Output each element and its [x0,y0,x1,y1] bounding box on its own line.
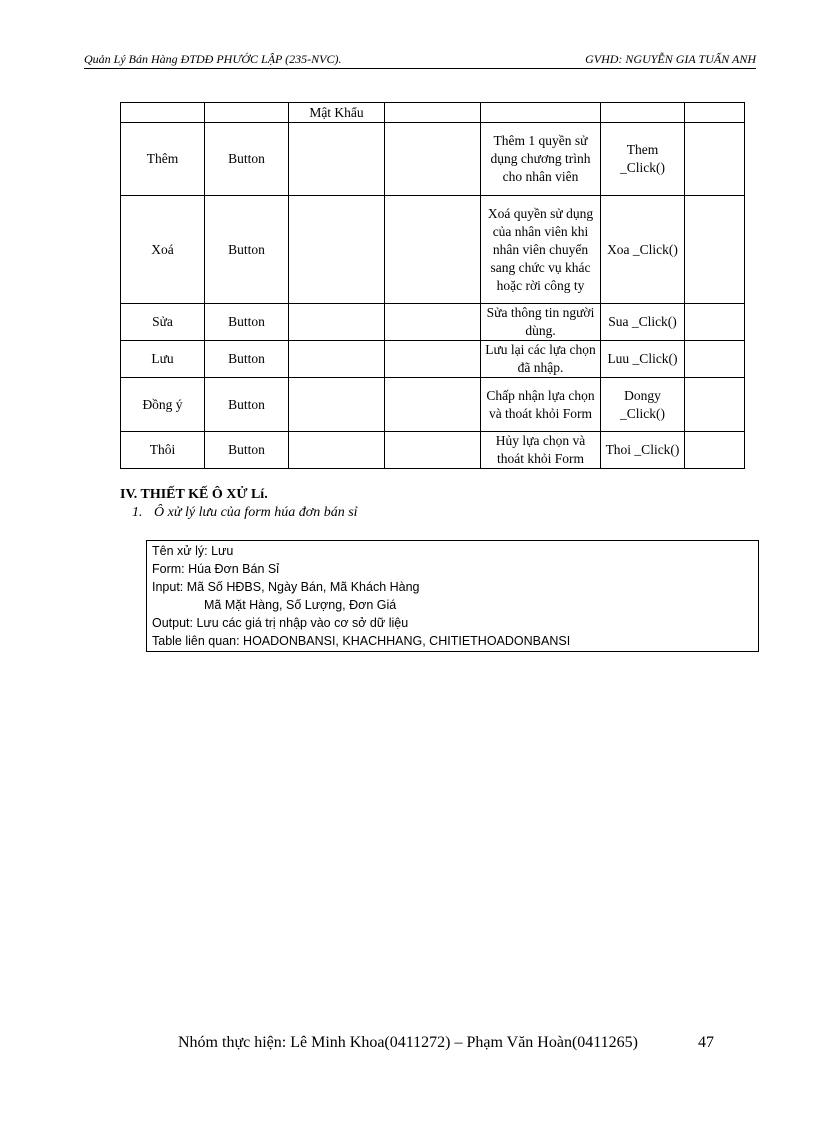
cell-col3 [289,196,385,304]
cell-type: Button [205,432,289,469]
cell-name: Sửa [121,304,205,341]
header-project-title: Quản Lý Bán Hàng ĐTDĐ PHƯỚC LẬP (235-NVC). [84,52,342,66]
spec-input-continued: Mã Mặt Hàng, Số Lượng, Đơn Giá [204,598,397,612]
table-row [121,432,745,469]
cell-desc [481,103,601,123]
cell-col4 [385,341,481,378]
cell-name: Xoá [121,196,205,304]
table-row [121,378,745,432]
cell-col7 [685,432,745,469]
cell-name: Thêm [121,123,205,196]
cell-col7 [685,341,745,378]
cell-name: Thôi [121,432,205,469]
cell-col7 [685,378,745,432]
cell-col4 [385,196,481,304]
table-row [121,196,745,304]
cell-type: Button [205,123,289,196]
cell-event: Luu _Click() [601,341,685,378]
cell-col4 [385,304,481,341]
cell-type: Button [205,304,289,341]
table-row [121,123,745,196]
cell-col3 [289,378,385,432]
cell-type: Button [205,196,289,304]
cell-col4 [385,378,481,432]
table-row [121,341,745,378]
cell-col4 [385,123,481,196]
cell-col3 [289,432,385,469]
subsection-heading [132,505,358,521]
header-instructor: GVHD: NGUYỄN GIA TUẤN ANH [585,52,756,66]
spec-input: Input: Mã Số HĐBS, Ngày Bán, Mã Khách Hàng [152,580,420,594]
spec-process-name: Tên xử lý: Lưu [152,544,234,558]
cell-name: Lưu [121,341,205,378]
cell-type [205,103,289,123]
cell-col4 [385,432,481,469]
footer-authors: Nhóm thực hiện: Lê Minh Khoa(0411272) – Phạm Văn Hoàn(0411265) [178,1034,639,1051]
page-header [84,52,756,69]
cell-col3 [289,304,385,341]
cell-type: Button [205,341,289,378]
subsection-title: Ô xử lý lưu của form húa đơn bán sỉ [154,505,358,520]
cell-name: Đồng ý [121,378,205,432]
cell-col3: Mật Khẩu [289,103,385,123]
table-row [121,304,745,341]
section-heading: IV. THIẾT KẾ Ô XỬ Lí. [120,487,268,502]
subsection-number: 1. [132,505,143,520]
cell-desc: Chấp nhận lựa chọn và thoát khỏi Form [481,378,601,432]
cell-event: Them _Click() [601,123,685,196]
cell-event: Sua _Click() [601,304,685,341]
processing-spec-box [146,540,759,652]
cell-event: Dongy _Click() [601,378,685,432]
cell-col7 [685,304,745,341]
cell-col7 [685,123,745,196]
spec-form: Form: Húa Đơn Bán Sỉ [152,562,279,576]
cell-desc: Thêm 1 quyền sử dụng chương trình cho nhân viên [481,123,601,196]
control-table [120,102,745,469]
cell-col3 [289,341,385,378]
spec-related-tables: Table liên quan: HOADONBANSI, KHACHHANG, CHITIETHOADONBANSI [152,634,571,648]
cell-name [121,103,205,123]
table-row [121,103,745,123]
page-number: 47 [698,1034,714,1051]
cell-col3 [289,123,385,196]
page-footer [178,1034,714,1052]
cell-desc: Hủy lựa chọn và thoát khỏi Form [481,432,601,469]
cell-event: Thoi _Click() [601,432,685,469]
cell-type: Button [205,378,289,432]
cell-desc: Xoá quyền sử dụng của nhân viên khi nhân viên chuyển sang chức vụ khác hoặc rời công ty [481,196,601,304]
spec-output: Output: Lưu các giá trị nhập vào cơ sở dữ liệu [152,616,409,630]
cell-col7 [685,196,745,304]
cell-desc: Lưu lại các lựa chọn đã nhập. [481,341,601,378]
cell-desc: Sửa thông tin người dùng. [481,304,601,341]
cell-event: Xoa _Click() [601,196,685,304]
cell-event [601,103,685,123]
cell-col7 [685,103,745,123]
cell-col4 [385,103,481,123]
